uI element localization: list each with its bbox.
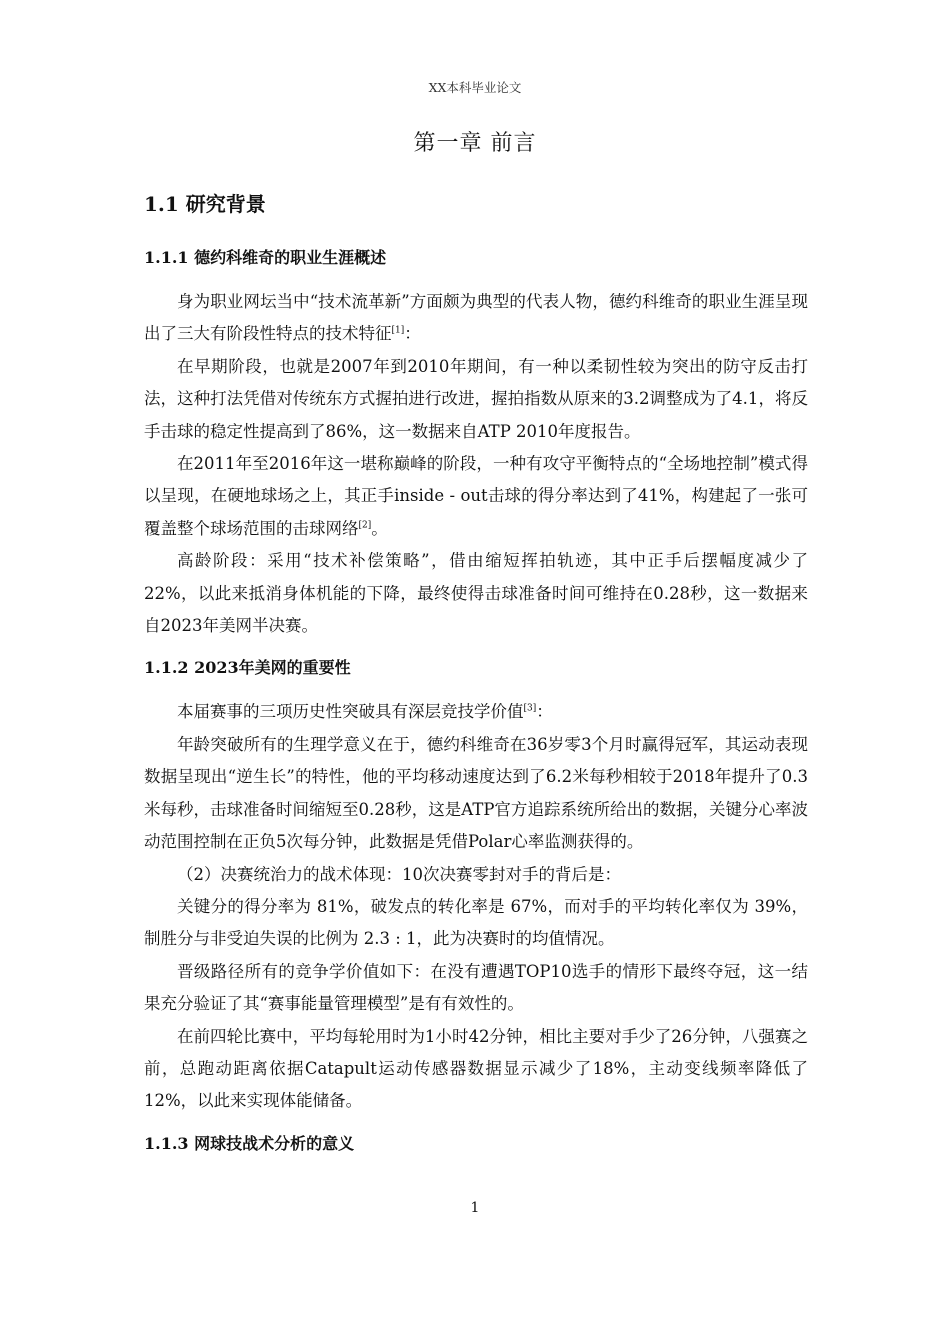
section-heading: 1.1 研究背景 (144, 192, 266, 216)
paragraph: 高龄阶段：采用“技术补偿策略”，借由缩短挥拍轨迹，其中正手后摆幅度减少了22%，以此来抵消身体机能的下降，最终使得击球准备时间可维持在0.28秒，这一数据来自2023年美网半决赛。 (144, 551, 808, 636)
paragraph: 在前四轮比赛中，平均每轮用时为1小时42分钟，相比主要对手少了26分钟，八强赛之前，总跑动距离依据Catapult运动传感器数据显示减少了18%，主动变线频率降低了12%，以此来实现体能储备。 (144, 1026, 808, 1111)
page-number: 1 (470, 1200, 480, 1216)
paragraph: 在2011年至2016年这一堪称巅峰的阶段，一种有攻守平衡特点的“全场地控制”模式得以呈现，在硬地球场之上，其正手inside - out击球的得分率达到了41%，构建起了一张可覆盖整个球场范围的击球网络[2]。 (144, 454, 808, 538)
running-header: XX本科毕业论文 (428, 80, 522, 95)
subsection-heading: 1.1.3 网球技战术分析的意义 (144, 1133, 355, 1153)
body-content (144, 188, 808, 1172)
citation[interactable]: [2] (358, 520, 372, 531)
paragraph: 关键分的得分率为 81%，破发点的转化率是 67%，而对手的平均转化率仅为 39%，制胜分与非受迫失误的比例为 2.3 : 1，此为决赛时的均值情况。 (144, 896, 808, 949)
citation[interactable]: [1] (391, 325, 405, 336)
paragraph: 年龄突破所有的生理学意义在于，德约科维奇在36岁零3个月时赢得冠军，其运动表现数据呈现出“逆生长”的特性，他的平均移动速度达到了6.2米每秒相较于2018年提升了0.3米每秒，击球准备时间缩短至0.28秒，这是ATP官方追踪系统所给出的数据，关键分心率波动范围控制在正负5次每分钟，此数据是凭借Polar心率监测获得的。 (144, 734, 808, 852)
subsection-heading: 1.1.2 2023年美网的重要性 (144, 658, 351, 678)
paragraph: 在早期阶段，也就是2007年到2010年期间，有一种以柔韧性较为突出的防守反击打法，这种打法凭借对传统东方式握拍进行改进，握拍指数从原来的3.2调整成为了4.1，将反手击球的稳定性提高到了86%，这一数据来自ATP 2010年度报告。 (144, 356, 808, 441)
subsection-heading: 1.1.1 德约科维奇的职业生涯概述 (144, 248, 387, 267)
citation[interactable]: [3] (523, 703, 537, 714)
paragraph: 晋级路径所有的竞争学价值如下：在没有遭遇TOP10选手的情形下最终夺冠，这一结果充分验证了其“赛事能量管理模型”是有有效性的。 (144, 961, 808, 1014)
paragraph: 身为职业网坛当中“技术流革新”方面颇为典型的代表人物，德约科维奇的职业生涯呈现出了三大有阶段性特点的技术特征[1]： (144, 292, 808, 344)
chapter-title: 第一章 前言 (413, 131, 537, 156)
paragraph: 本届赛事的三项历史性突破具有深层竞技学价值[3]： (177, 702, 553, 722)
paragraph: （2）决赛统治力的战术体现：10次决赛零封对手的背后是： (177, 864, 621, 884)
